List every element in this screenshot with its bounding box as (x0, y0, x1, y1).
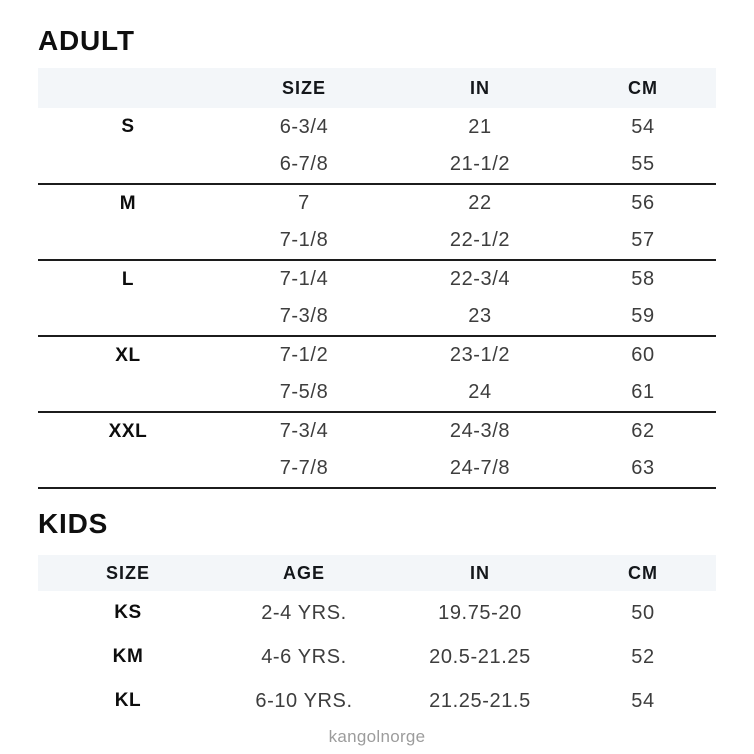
in-cell: 24-7/8 (449, 457, 511, 479)
table-row (38, 146, 716, 184)
kids-header-row (38, 555, 716, 591)
age-cell: 4-6 YRS. (261, 645, 347, 668)
table-row (38, 336, 716, 374)
cm-cell: 54 (631, 115, 655, 138)
adult-col-header-blank (38, 68, 218, 108)
size-cell: 7-5/8 (279, 381, 329, 403)
in-cell: 22 (468, 192, 492, 214)
cm-cell: 57 (631, 229, 655, 251)
cm-cell: 58 (631, 268, 655, 290)
cm-cell: 59 (631, 305, 655, 327)
cm-cell: 55 (631, 153, 655, 175)
size-label: L (121, 268, 135, 290)
cm-cell: 54 (631, 689, 655, 712)
table-row (38, 260, 716, 298)
kids-col-header-cm: CM (628, 562, 658, 583)
size-label (38, 298, 218, 336)
cm-cell: 52 (631, 645, 655, 668)
size-cell: 6-7/8 (279, 153, 329, 175)
table-row (38, 222, 716, 260)
in-cell: 19.75-20 (438, 601, 522, 624)
table-row (38, 591, 716, 635)
in-cell: 23 (468, 305, 492, 327)
cm-cell: 56 (631, 192, 655, 214)
size-label (38, 374, 218, 412)
in-cell: 22-3/4 (449, 268, 511, 290)
in-cell: 22-1/2 (449, 229, 511, 251)
age-cell: 2-4 YRS. (261, 601, 347, 624)
in-cell: 20.5-21.25 (429, 645, 531, 668)
size-cell: 7-7/8 (279, 457, 329, 479)
adult-col-header-size: SIZE (281, 77, 326, 98)
size-cell: 7-1/8 (279, 229, 329, 251)
table-row (38, 298, 716, 336)
size-cell: 7-3/4 (279, 420, 329, 442)
table-row (38, 679, 716, 723)
table-row (38, 635, 716, 679)
size-label: KS (114, 602, 142, 623)
cm-cell: 63 (631, 457, 655, 479)
in-cell: 23-1/2 (449, 344, 511, 366)
adult-size-table (38, 68, 716, 489)
kids-col-header-in: IN (470, 562, 490, 583)
table-row (38, 108, 716, 146)
adult-col-header-cm: CM (628, 77, 658, 98)
kids-section-title: KIDS (38, 508, 109, 539)
in-cell: 21.25-21.5 (429, 689, 531, 712)
size-cell: 7-1/4 (279, 268, 329, 290)
kids-col-header-size: SIZE (105, 562, 150, 583)
cm-cell: 62 (631, 420, 655, 442)
age-cell: 6-10 YRS. (255, 689, 353, 712)
table-row (38, 184, 716, 222)
size-label: XL (115, 344, 141, 366)
in-cell: 24-3/8 (449, 420, 511, 442)
size-label: XXL (108, 420, 148, 442)
adult-header-row (38, 68, 716, 108)
size-cell: 7-1/2 (279, 344, 329, 366)
table-row (38, 412, 716, 450)
size-cell: 6-3/4 (279, 115, 329, 138)
size-label: S (121, 116, 135, 137)
adult-section-title: ADULT (38, 25, 135, 56)
table-row (38, 450, 716, 488)
table-row (38, 374, 716, 412)
size-label: KL (114, 690, 142, 711)
adult-col-header-in: IN (470, 77, 490, 98)
size-label (38, 146, 218, 184)
kids-col-header-age: AGE (282, 562, 325, 583)
in-cell: 24 (468, 381, 492, 403)
size-label: KM (112, 646, 144, 667)
size-cell: 7 (298, 192, 310, 214)
in-cell: 21-1/2 (449, 153, 511, 175)
size-label: M (119, 192, 137, 214)
cm-cell: 61 (631, 381, 655, 403)
size-cell: 7-3/8 (279, 305, 329, 327)
kids-size-table (38, 555, 716, 723)
size-label (38, 222, 218, 260)
size-label (38, 450, 218, 488)
in-cell: 21 (468, 115, 492, 138)
cm-cell: 50 (631, 601, 655, 624)
watermark-text: kangolnorge (328, 727, 426, 746)
cm-cell: 60 (631, 344, 655, 366)
